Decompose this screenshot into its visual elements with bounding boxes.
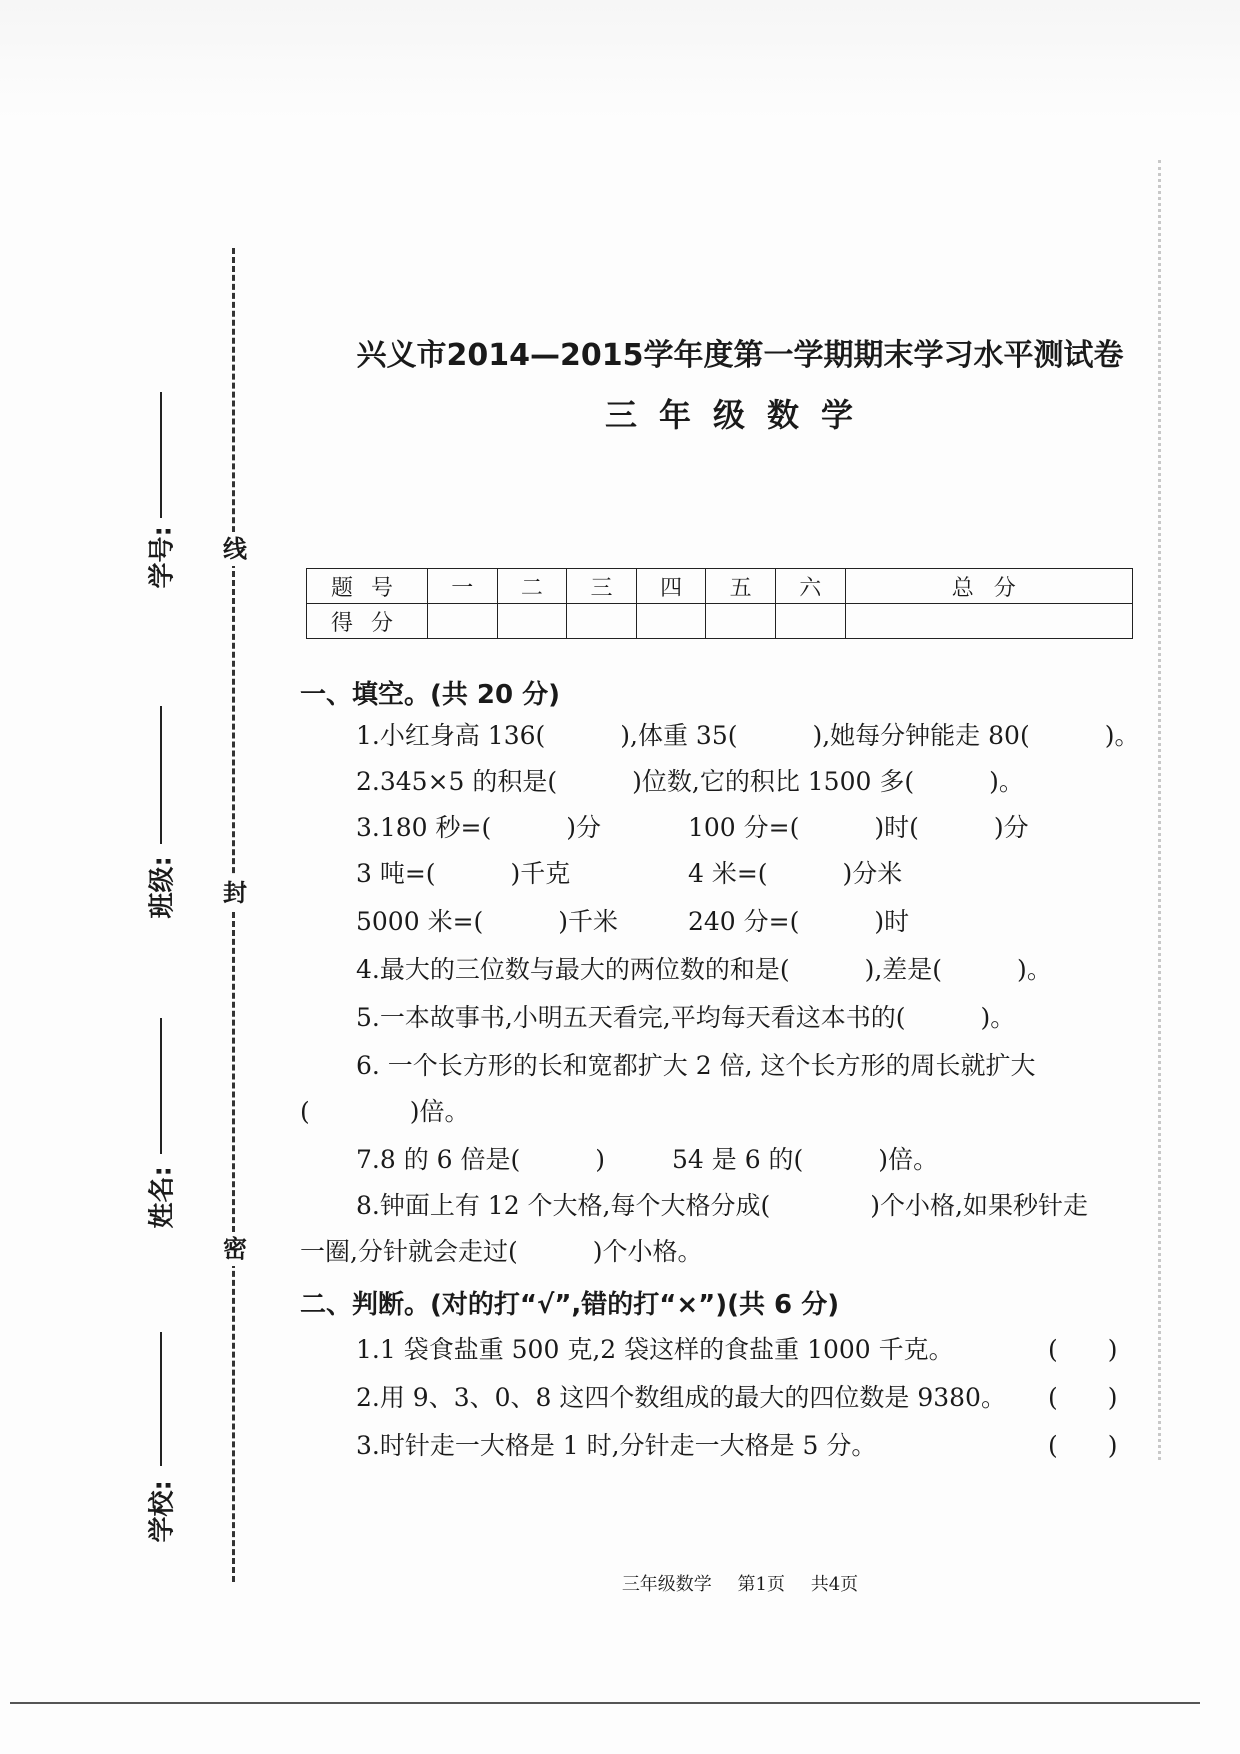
judge-item-3: 3.时针走一大格是 1 时,分针走一大格是 5 分。 (356, 1431, 877, 1460)
footer-subject: 三年级数学 (621, 1574, 712, 1595)
cut-mark-feng: 封 (222, 876, 248, 910)
question-number-header: 题号 (307, 569, 428, 604)
margin-label-name: 姓名: (147, 1166, 178, 1229)
student-id-line (160, 392, 162, 518)
judge-item-2: 2.用 9、3、0、8 这四个数组成的最大的四位数是 9380。 (356, 1383, 1006, 1412)
score-table-score-row (307, 604, 1133, 639)
exam-title: 兴义市2014—2015学年度第一学期期末学习水平测试卷 (356, 338, 1124, 373)
col-4: 四 (636, 569, 706, 604)
q1-3b: 100 分=( )时( )分 (688, 813, 1029, 842)
judge-answer-3[interactable]: ( ) (1048, 1431, 1118, 1460)
q1-8b: 一圈,分针就会走过( )个小格。 (300, 1237, 703, 1266)
col-2: 二 (497, 569, 567, 604)
scan-shade (0, 0, 1240, 120)
q1-1: 1.小红身高 136( ),体重 35( ),她每分钟能走 80( )。 (356, 721, 1140, 750)
cut-mark-xian: 线 (222, 532, 248, 566)
q1-7a: 7.8 的 6 倍是( ) (356, 1145, 606, 1174)
page-footer (300, 1570, 1180, 1596)
score-cell-6[interactable] (775, 604, 845, 639)
q1-4: 4.最大的三位数与最大的两位数的和是( ),差是( )。 (356, 955, 1052, 984)
score-cell-4[interactable] (636, 604, 706, 639)
margin-label-student-id: 学号: (147, 526, 178, 589)
score-cell-5[interactable] (706, 604, 776, 639)
section-1-heading: 一、填空。(共 20 分) (300, 680, 561, 710)
school-line (160, 1332, 162, 1466)
q1-5: 5.一本故事书,小明五天看完,平均每天看这本书的( )。 (356, 1003, 1016, 1032)
q1-3a: 3.180 秒=( )分 (356, 813, 601, 842)
q1-3d: 4 米=( )分米 (688, 859, 903, 888)
col-3: 三 (567, 569, 637, 604)
class-line (160, 706, 162, 844)
col-total: 总分 (845, 569, 1132, 604)
q1-2: 2.345×5 的积是( )位数,它的积比 1500 多( )。 (356, 767, 1024, 796)
judge-answer-1[interactable]: ( ) (1048, 1335, 1118, 1364)
section-2-heading: 二、判断。(对的打“√”,错的打“×”)(共 6 分) (300, 1290, 840, 1320)
margin-label-school: 学校: (147, 1480, 178, 1543)
score-cell-1[interactable] (428, 604, 498, 639)
score-cell-3[interactable] (567, 604, 637, 639)
col-5: 五 (706, 569, 776, 604)
score-cell-2[interactable] (497, 604, 567, 639)
bottom-rule (10, 1702, 1200, 1704)
footer-page: 第1页 (737, 1574, 785, 1595)
name-line (160, 1018, 162, 1154)
judge-answer-2[interactable]: ( ) (1048, 1383, 1118, 1412)
q1-6a: 6. 一个长方形的长和宽都扩大 2 倍, 这个长方形的周长就扩大 (356, 1051, 1036, 1080)
q1-3c: 3 吨=( )千克 (356, 859, 571, 888)
col-1: 一 (428, 569, 498, 604)
q1-3e: 5000 米=( )千米 (356, 907, 619, 936)
score-table-header-row (307, 569, 1133, 604)
exam-subtitle: 三年级数学 (604, 396, 875, 434)
score-table (306, 568, 1133, 639)
margin-label-class: 班级: (147, 856, 178, 919)
footer-total: 共4页 (810, 1574, 859, 1595)
q1-8a: 8.钟面上有 12 个大格,每个大格分成( )个小格,如果秒针走 (356, 1191, 1088, 1220)
q1-7b: 54 是 6 的( )倍。 (672, 1145, 939, 1174)
score-cell-total[interactable] (845, 604, 1132, 639)
score-header: 得分 (307, 604, 428, 639)
q1-3f: 240 分=( )时 (688, 907, 910, 936)
col-6: 六 (775, 569, 845, 604)
judge-item-1: 1.1 袋食盐重 500 克,2 袋这样的食盐重 1000 千克。 (356, 1335, 954, 1364)
seal-cut-line (232, 248, 235, 1582)
cut-mark-mi: 密 (222, 1232, 248, 1266)
q1-6b: ( )倍。 (300, 1097, 470, 1126)
